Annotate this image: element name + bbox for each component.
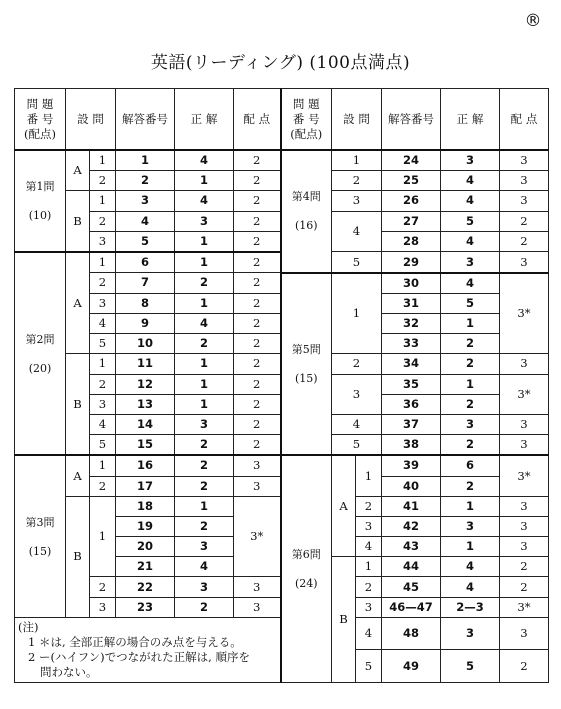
table-row <box>15 150 549 171</box>
answer-cell: 1 <box>175 496 234 516</box>
section-cell <box>281 455 332 682</box>
answer-number-cell: 25 <box>382 171 441 191</box>
question-cell: 2 <box>90 211 116 231</box>
answer-number-cell: 21 <box>116 557 175 577</box>
page-title: 英語(リーディング) (100点満点) <box>150 53 411 73</box>
question-cell: 5 <box>332 252 382 273</box>
answer-number-cell: 13 <box>116 394 175 414</box>
section-name: 第6問 <box>291 548 321 562</box>
answer-number-cell: 34 <box>382 354 441 374</box>
subpart-cell: B <box>66 191 90 252</box>
answer-number-cell: 49 <box>382 650 441 683</box>
question-cell: 3 <box>332 374 382 414</box>
answer-cell: 2 <box>441 334 500 354</box>
question-cell: 2 <box>90 273 116 294</box>
header-answer-cell: 正 解 <box>175 89 234 151</box>
points-cell: 3 <box>500 496 549 516</box>
header-question-cell: 設 問 <box>66 89 116 151</box>
points-cell: 3* <box>500 455 549 496</box>
section-cell <box>281 273 332 456</box>
question-cell: 1 <box>356 557 382 577</box>
section-cell <box>15 455 66 617</box>
question-cell: 2 <box>356 577 382 597</box>
answer-number-cell: 46—47 <box>382 597 441 617</box>
answer-cell: 3 <box>175 414 234 434</box>
question-cell: 1 <box>90 252 116 273</box>
answer-number-cell: 4 <box>116 211 175 231</box>
section-name: 第2問 <box>25 332 55 346</box>
header-answer-cell: 正 解 <box>441 89 500 151</box>
answer-cell: 5 <box>441 650 500 683</box>
subpart-cell: B <box>332 557 356 683</box>
question-cell: 3 <box>90 293 116 313</box>
answer-cell: 2 <box>441 394 500 414</box>
question-cell: 2 <box>332 171 382 191</box>
answer-cell: 2 <box>175 476 234 496</box>
answer-number-cell: 28 <box>382 231 441 252</box>
answer-number-cell: 32 <box>382 314 441 334</box>
section-score: (16) <box>294 219 318 233</box>
question-cell: 2 <box>356 496 382 516</box>
question-cell: 3 <box>90 231 116 252</box>
answer-number-cell: 19 <box>116 516 175 536</box>
answer-number-cell: 44 <box>382 557 441 577</box>
points-cell: 2 <box>234 354 281 374</box>
points-cell: 2 <box>234 211 281 231</box>
answer-cell: 3 <box>441 150 500 171</box>
section-cell <box>15 252 66 455</box>
answer-cell: 1 <box>175 252 234 273</box>
question-cell: 4 <box>332 414 382 434</box>
section-name: 第4問 <box>291 190 321 204</box>
answer-number-cell: 41 <box>382 496 441 516</box>
points-cell: 2 <box>500 211 549 231</box>
points-cell: 3* <box>500 273 549 354</box>
question-cell: 1 <box>90 150 116 171</box>
answer-cell: 1 <box>441 496 500 516</box>
points-cell: 3 <box>500 150 549 171</box>
question-cell: 4 <box>356 537 382 557</box>
question-cell: 5 <box>356 650 382 683</box>
question-cell: 3 <box>90 394 116 414</box>
answer-number-cell: 22 <box>116 577 175 597</box>
answer-cell: 4 <box>175 191 234 211</box>
points-cell: 3* <box>500 597 549 617</box>
section-name: 第3問 <box>25 515 55 529</box>
answer-cell: 4 <box>175 150 234 171</box>
question-cell: 1 <box>332 273 382 354</box>
answer-number-cell: 39 <box>382 455 441 476</box>
answer-number-cell: 42 <box>382 516 441 536</box>
answer-cell: 1 <box>175 374 234 394</box>
answer-number-cell: 27 <box>382 211 441 231</box>
header-question-cell: 設 問 <box>332 89 382 151</box>
answer-number-cell: 12 <box>116 374 175 394</box>
registered-mark: ® <box>524 11 542 31</box>
answer-cell: 3 <box>441 414 500 434</box>
points-cell: 3 <box>500 435 549 456</box>
points-cell: 2 <box>234 374 281 394</box>
answer-number-cell: 37 <box>382 414 441 434</box>
points-cell: 3 <box>500 516 549 536</box>
points-cell: 2 <box>234 273 281 294</box>
question-cell: 5 <box>90 334 116 354</box>
header-number-cell: 解答番号 <box>116 89 175 151</box>
notes-cell <box>15 617 281 682</box>
points-cell: 3 <box>500 537 549 557</box>
answer-cell: 1 <box>441 374 500 394</box>
subpart-cell: A <box>66 455 90 496</box>
points-cell: 2 <box>234 414 281 434</box>
answer-cell: 3 <box>441 252 500 273</box>
answer-cell: 2 <box>441 354 500 374</box>
answer-cell: 2 <box>175 455 234 476</box>
question-cell: 2 <box>332 354 382 374</box>
answer-number-cell: 15 <box>116 435 175 456</box>
points-cell: 3 <box>234 476 281 496</box>
note-2: 2 ー(ハイフン)でつながれた正解は, 順序を <box>28 649 250 664</box>
answer-cell: 1 <box>175 394 234 414</box>
question-cell: 1 <box>90 496 116 577</box>
section-cell <box>281 150 332 273</box>
points-cell: 3 <box>500 171 549 191</box>
answer-table <box>14 88 549 683</box>
answer-number-cell: 18 <box>116 496 175 516</box>
answer-cell: 6 <box>441 455 500 476</box>
points-cell: 2 <box>234 435 281 456</box>
points-cell: 2 <box>234 171 281 191</box>
points-cell: 3* <box>234 496 281 577</box>
points-cell: 3 <box>500 354 549 374</box>
header-number-cell: 解答番号 <box>382 89 441 151</box>
question-cell: 1 <box>90 191 116 211</box>
points-cell: 2 <box>234 334 281 354</box>
note-2-cont: 問わない。 <box>40 664 98 679</box>
note-1: 1 ＊は, 全部正解の場合のみ点を与える。 <box>28 634 242 649</box>
question-cell: 4 <box>90 314 116 334</box>
answer-number-cell: 26 <box>382 191 441 211</box>
answer-number-cell: 38 <box>382 435 441 456</box>
answer-number-cell: 2 <box>116 171 175 191</box>
answer-number-cell: 29 <box>382 252 441 273</box>
answer-number-cell: 9 <box>116 314 175 334</box>
answer-number-cell: 17 <box>116 476 175 496</box>
subpart-cell: B <box>66 496 90 617</box>
question-cell: 3 <box>356 516 382 536</box>
answer-cell: 1 <box>441 314 500 334</box>
answer-cell: 2 <box>175 334 234 354</box>
answer-number-cell: 35 <box>382 374 441 394</box>
section-score: (10) <box>28 208 52 222</box>
question-cell: 3 <box>332 191 382 211</box>
points-cell: 3 <box>500 252 549 273</box>
subpart-cell: A <box>66 252 90 354</box>
answer-cell: 1 <box>175 354 234 374</box>
points-cell: 2 <box>234 394 281 414</box>
question-cell: 5 <box>332 435 382 456</box>
points-cell: 2 <box>500 650 549 683</box>
subpart-cell: B <box>66 354 90 455</box>
answer-cell: 3 <box>175 577 234 597</box>
points-cell: 3 <box>234 597 281 617</box>
answer-cell: 3 <box>441 516 500 536</box>
answer-cell: 3 <box>175 211 234 231</box>
question-cell: 4 <box>90 414 116 434</box>
section-score: (20) <box>28 361 52 375</box>
section-score: (15) <box>294 371 318 385</box>
question-cell: 4 <box>332 211 382 252</box>
answer-cell: 5 <box>441 211 500 231</box>
answer-cell: 1 <box>175 293 234 313</box>
points-cell: 3 <box>500 617 549 650</box>
answer-number-cell: 45 <box>382 577 441 597</box>
answer-number-cell: 20 <box>116 537 175 557</box>
answer-cell: 1 <box>441 537 500 557</box>
points-cell: 2 <box>500 557 549 577</box>
question-cell: 5 <box>90 435 116 456</box>
answer-cell: 2 <box>175 435 234 456</box>
answer-cell: 4 <box>441 191 500 211</box>
section-cell <box>15 150 66 252</box>
section-score: (15) <box>28 544 52 558</box>
answer-number-cell: 7 <box>116 273 175 294</box>
answer-number-cell: 24 <box>382 150 441 171</box>
answer-cell: 4 <box>175 557 234 577</box>
points-cell: 2 <box>234 293 281 313</box>
subpart-cell: A <box>332 455 356 556</box>
answer-cell: 5 <box>441 293 500 313</box>
table-row <box>15 455 549 476</box>
answer-number-cell: 31 <box>382 293 441 313</box>
question-cell: 2 <box>90 577 116 597</box>
answer-cell: 4 <box>441 577 500 597</box>
question-cell: 1 <box>332 150 382 171</box>
header-section-cell: 問 題 番 号 (配点) <box>15 89 66 151</box>
header-points-cell: 配 点 <box>500 89 549 151</box>
points-cell: 2 <box>234 231 281 252</box>
points-cell: 2 <box>234 314 281 334</box>
table-row <box>15 273 549 294</box>
question-cell: 1 <box>90 354 116 374</box>
answer-number-cell: 6 <box>116 252 175 273</box>
question-cell: 4 <box>356 617 382 650</box>
answer-cell: 2—3 <box>441 597 500 617</box>
answer-number-cell: 11 <box>116 354 175 374</box>
question-cell: 1 <box>356 455 382 496</box>
points-cell: 2 <box>500 577 549 597</box>
question-cell: 3 <box>356 597 382 617</box>
points-cell: 2 <box>234 191 281 211</box>
answer-number-cell: 8 <box>116 293 175 313</box>
answer-number-cell: 48 <box>382 617 441 650</box>
answer-cell: 1 <box>175 171 234 191</box>
answer-cell: 2 <box>175 273 234 294</box>
answer-number-cell: 3 <box>116 191 175 211</box>
points-cell: 2 <box>234 150 281 171</box>
question-cell: 2 <box>90 171 116 191</box>
question-cell: 2 <box>90 374 116 394</box>
points-cell: 3 <box>234 577 281 597</box>
answer-number-cell: 40 <box>382 476 441 496</box>
answer-cell: 4 <box>441 273 500 294</box>
question-cell: 1 <box>90 455 116 476</box>
answer-cell: 2 <box>441 435 500 456</box>
answer-cell: 4 <box>441 171 500 191</box>
answer-number-cell: 1 <box>116 150 175 171</box>
answer-cell: 1 <box>175 231 234 252</box>
answer-number-cell: 43 <box>382 537 441 557</box>
answer-cell: 2 <box>175 516 234 536</box>
answer-number-cell: 14 <box>116 414 175 434</box>
section-score: (24) <box>294 577 318 591</box>
points-cell: 3 <box>500 414 549 434</box>
points-cell: 3 <box>234 455 281 476</box>
answer-cell: 4 <box>441 557 500 577</box>
answer-number-cell: 36 <box>382 394 441 414</box>
answer-cell: 2 <box>175 597 234 617</box>
answer-number-cell: 10 <box>116 334 175 354</box>
answer-number-cell: 23 <box>116 597 175 617</box>
answer-cell: 3 <box>441 617 500 650</box>
question-cell: 2 <box>90 476 116 496</box>
answer-number-cell: 5 <box>116 231 175 252</box>
answer-cell: 4 <box>441 231 500 252</box>
points-cell: 2 <box>234 252 281 273</box>
answer-number-cell: 16 <box>116 455 175 476</box>
points-cell: 2 <box>500 231 549 252</box>
answer-cell: 3 <box>175 537 234 557</box>
notes-heading: (注) <box>18 619 39 634</box>
points-cell: 3 <box>500 191 549 211</box>
answer-number-cell: 33 <box>382 334 441 354</box>
answer-cell: 2 <box>441 476 500 496</box>
section-name: 第5問 <box>291 342 321 356</box>
section-name: 第1問 <box>25 179 55 193</box>
table-header-row <box>15 89 549 151</box>
answer-cell: 4 <box>175 314 234 334</box>
subpart-cell: A <box>66 150 90 191</box>
answer-number-cell: 30 <box>382 273 441 294</box>
header-points-cell: 配 点 <box>234 89 281 151</box>
points-cell: 3* <box>500 374 549 414</box>
question-cell: 3 <box>90 597 116 617</box>
header-section-cell: 問 題 番 号 (配点) <box>281 89 332 151</box>
